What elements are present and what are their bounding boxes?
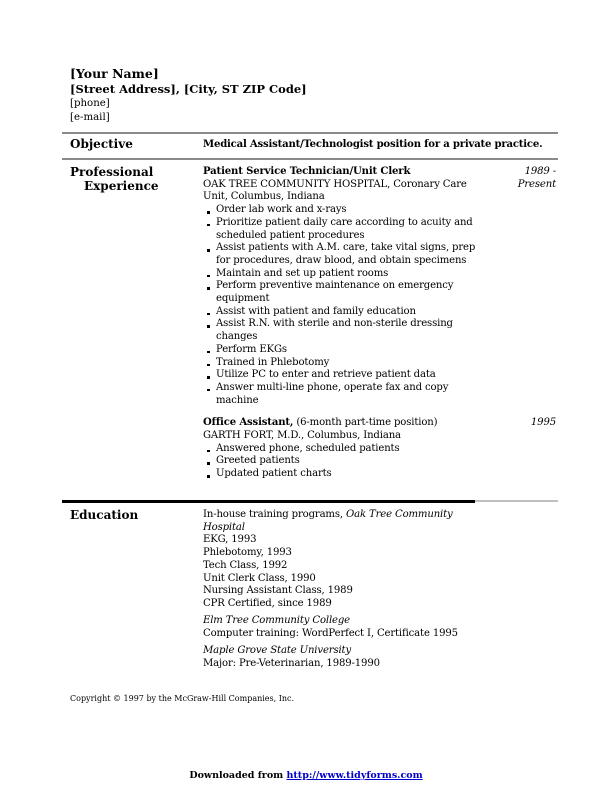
experience-section (70, 166, 558, 481)
education-content (203, 509, 558, 670)
job-title-main: Office Assistant, (203, 417, 294, 429)
job-duty: Answered phone, scheduled patients (203, 443, 486, 456)
objective-section (70, 138, 558, 152)
job-title-suffix: (6-month part-time position) (293, 417, 438, 429)
job-duty: Updated patient charts (203, 468, 486, 481)
tidyforms-link[interactable]: http://www.tidyforms.com (286, 770, 423, 781)
job-duty: Maintain and set up patient rooms (203, 268, 486, 281)
download-footer (0, 770, 612, 781)
education-school: Elm Tree Community College (203, 615, 350, 627)
education-school: Maple Grove State University (203, 645, 352, 657)
job-entry (203, 417, 558, 481)
experience-content (203, 166, 558, 481)
job-dates: 1995 (530, 417, 556, 429)
objective-text: Medical Assistant/Technologist position for a private practice. (203, 139, 543, 150)
education-inhouse-school: Oak Tree Community Hospital (203, 509, 453, 533)
education-item: Phlebotomy, 1993 (203, 547, 292, 559)
job-duty: Assist with patient and family education (203, 306, 486, 319)
education-item: Tech Class, 1992 (203, 559, 288, 571)
job-duties-list (203, 443, 486, 481)
job-dates: 1989 - Present (517, 166, 556, 190)
applicant-name: [Your Name] (70, 66, 159, 81)
objective-label: Objective (70, 137, 133, 151)
job-details (203, 417, 486, 481)
job-title (203, 166, 486, 179)
job-duty: Assist patients with A.M. care, take vital signs, prep for procedures, draw blood, and obtain specimens (203, 242, 486, 267)
education-section (70, 509, 558, 670)
education-divider (62, 500, 475, 503)
education-label: Education (70, 508, 139, 522)
job-duty: Order lab work and x-rays (203, 204, 486, 217)
job-company: OAK TREE COMMUNITY HOSPITAL, Coronary Care Unit, Columbus, Indiana (203, 178, 467, 203)
education-item: Unit Clerk Class, 1990 (203, 572, 316, 584)
experience-label (70, 166, 203, 481)
job-duty: Perform EKGs (203, 344, 486, 357)
education-divider-tail (475, 500, 558, 502)
job-duty: Answer multi-line phone, operate fax and copy machine (203, 382, 486, 407)
job-duty: Trained in Phlebotomy (203, 357, 486, 370)
education-inhouse (203, 509, 488, 534)
job-entry (203, 166, 558, 407)
job-duty: Assist R.N. with sterile and non-sterile dressing changes (203, 318, 486, 343)
job-duty: Perform preventive maintenance on emergency equipment (203, 280, 486, 305)
applicant-phone: [phone] (70, 98, 110, 109)
header-divider (62, 132, 558, 134)
objective-divider (62, 158, 558, 160)
education-item: EKG, 1993 (203, 534, 257, 546)
applicant-email: [e-mail] (70, 112, 110, 124)
copyright-notice: Copyright © 1997 by the McGraw-Hill Companies, Inc. (70, 694, 295, 703)
education-item: CPR Certified, since 1989 (203, 597, 332, 609)
job-title (203, 417, 486, 430)
education-school-detail: Computer training: WordPerfect I, Certificate 1995 (203, 627, 458, 639)
education-school-detail: Major: Pre-Veterinarian, 1989-1990 (203, 657, 380, 669)
job-duty: Utilize PC to enter and retrieve patient data (203, 369, 486, 382)
education-inhouse-prefix: In-house training programs, (203, 509, 347, 520)
applicant-address: [Street Address], [City, ST ZIP Code] (70, 82, 307, 96)
job-duties-list (203, 204, 486, 407)
job-duty: Greeted patients (203, 455, 486, 468)
job-title-main: Patient Service Technician/Unit Clerk (203, 166, 411, 177)
job-duty: Prioritize patient daily care according to acuity and scheduled patient procedures (203, 217, 486, 242)
education-item: Nursing Assistant Class, 1989 (203, 585, 353, 597)
experience-label-line2: Experience (84, 178, 159, 193)
job-details (203, 166, 486, 407)
download-footer-prefix: Downloaded from (189, 770, 287, 781)
contact-header (70, 66, 307, 126)
job-company: GARTH FORT, M.D., Columbus, Indiana (203, 430, 401, 442)
experience-label-line1: Professional (70, 165, 154, 179)
